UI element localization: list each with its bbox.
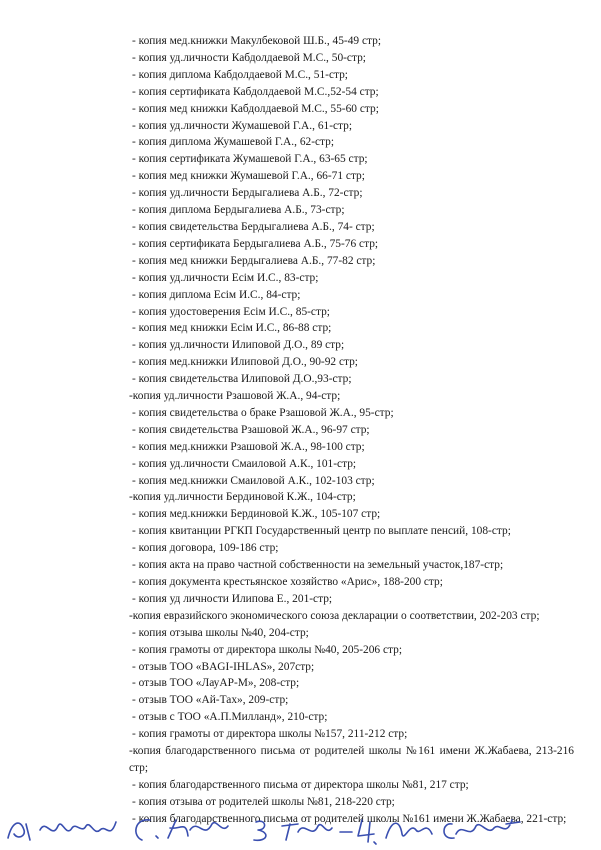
list-item: - копия мед книжки Есім И.С., 86-88 стр; (132, 322, 332, 335)
list-item: - копия мед.книжки Бердиновой К.Ж., 105-107 стр; (132, 508, 381, 521)
list-item: - отзыв ТОО «Ай-Тах», 209-стр; (132, 694, 289, 707)
list-item: -копия благодарственного письма от родителей школы №161 имени Ж.Жабаева, 213-216 стр; (129, 745, 574, 774)
list-item: - копия уд.личности Смаиловой А.К., 101-стр; (132, 457, 357, 470)
list-item: - копия мед книжки Бердыгалиева А.Б., 77-82 стр; (132, 254, 376, 267)
list-item: - копия диплома Бердыгалиева А.Б., 73-стр; (132, 204, 345, 217)
list-item: - копия отзыва от родителей школы №81, 218-220 стр; (132, 795, 395, 808)
list-item: - копия свидетельства Илиповой Д.О.,93-стр; (132, 373, 352, 386)
list-item: - копия грамоты от директора школы №157, 211-212 стр; (132, 728, 408, 741)
list-item: - копия сертификата Кабдолдаевой М.С.,52-54 стр; (132, 85, 379, 98)
list-item: - копия мед.книжки Илиповой Д.О., 90-92 стр; (132, 356, 358, 369)
list-item: - копия уд.личности Есім И.С., 83-стр; (132, 271, 319, 284)
list-item: - отзыв ТОО «BAGI-IHLAS», 207стр; (132, 660, 315, 673)
list-item: -копия уд.личности Рзашовой Ж.А., 94-стр; (129, 390, 341, 403)
list-item: - копия договора, 109-186 стр; (132, 542, 279, 555)
list-item: - копия благодарственного письма от директора школы №81, 217 стр; (132, 778, 469, 791)
list-item: - копия мед книжки Жумашевой Г.А., 66-71 стр; (132, 170, 365, 183)
list-item: - копия мед.книжки Смаиловой А.К., 102-103 стр; (132, 474, 375, 487)
list-item: - копия свидетельства Бердыгалиева А.Б., 74- стр; (132, 220, 375, 233)
list-item: - отзыв с ТОО «А.П.Милланд», 210-стр; (132, 711, 328, 724)
list-item: - копия диплома Кабдолдаевой М.С., 51-стр; (132, 68, 348, 81)
list-item: - копия уд.личности Илиповой Д.О., 89 стр; (132, 339, 345, 352)
list-item: - копия сертификата Бердыгалиева А.Б., 75-76 стр; (132, 237, 379, 250)
list-item: -копия евразийского экономического союза декларации о соответствии, 202-203 стр; (129, 609, 540, 622)
list-item: - копия уд.личности Жумашевой Г.А., 61-стр; (132, 119, 353, 132)
list-item: - копия мед.книжки Рзашовой Ж.А., 98-100 стр; (132, 440, 365, 453)
list-item: - копия мед книжки Кабдолдаевой М.С., 55-60 стр; (132, 102, 379, 115)
list-item: - копия мед.книжки Макулбековой Ш.Б., 45-49 стр; (132, 35, 382, 47)
list-item: - копия свидетельства о браке Рзашовой Ж.А., 95-стр; (132, 406, 394, 419)
list-item: - копия акта на право частной собственности на земельный участок,187-стр; (132, 559, 504, 572)
list-item: - копия документа крестьянское хозяйство «Арис», 188-200 стр; (132, 576, 443, 588)
list-item: - копия сертификата Жумашевой Г.А., 63-65 стр; (132, 153, 368, 166)
list-item: - отзыв ТОО «ЛауАР-М», 208-стр; (132, 677, 300, 690)
handwritten-signatures (0, 800, 601, 850)
document-list (129, 33, 574, 828)
list-item: - копия удостоверения Есім И.С., 85-стр; (132, 305, 330, 318)
signature-scribble (0, 800, 601, 850)
list-item: - копия свидетельства Рзашовой Ж.А., 96-97 стр; (132, 423, 370, 436)
list-item: - копия диплома Жумашевой Г.А., 62-стр; (132, 136, 335, 149)
list-item: - копия уд личности Илипова Е., 201-стр; (132, 592, 333, 605)
list-item: -копия уд.личности Бердиновой К.Ж., 104-стр; (129, 491, 356, 504)
list-item: - копия уд.личности Кабдолдаевой М.С., 50-стр; (132, 51, 366, 64)
list-item: - копия диплома Есім И.С., 84-стр; (132, 288, 301, 301)
list-item: - копия благодарственного письма от родителей школы №161 имени Ж.Жабаева, 221-стр; (132, 812, 567, 825)
list-item: - копия грамоты от директора школы №40, 205-206 стр; (132, 643, 402, 656)
list-item: - копия уд.личности Бердыгалиева А.Б., 72-стр; (132, 187, 363, 200)
list-item: - копия отзыва школы №40, 204-стр; (132, 626, 309, 639)
list-item: - копия квитанции РГКП Государственный центр по выплате пенсий, 108-стр; (132, 525, 511, 538)
